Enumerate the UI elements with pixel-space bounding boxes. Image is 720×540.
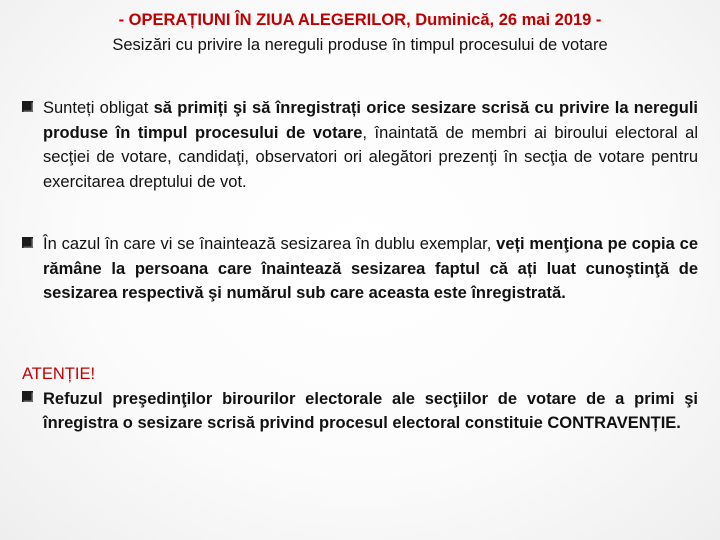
page-title: - OPERAȚIUNI ÎN ZIUA ALEGERILOR, Duminică, 26 mai 2019 - (118, 11, 602, 29)
paragraph-obligation-post: , înaintată de membri ai biroului electoral al secţiei de votare, candidaţi, observatori ori alegători prezenţi în secţia de votare pentru exercitarea dreptului de vot. (43, 123, 698, 191)
paragraph-obligation-pre: Sunteți obligat (43, 99, 154, 117)
attention-label: ATENȚIE! (22, 365, 96, 383)
paragraph-duplicate-pre: În cazul în care vi se înaintează sesizarea în dublu exemplar, (43, 235, 497, 253)
paragraph-obligation (22, 96, 698, 194)
checkbox-bullet-icon (22, 391, 33, 402)
paragraph-duplicate-text (22, 232, 698, 306)
paragraph-duplicate-bold: veți menţiona pe copia ce rămâne la persoana care înaintează sesizarea faptul că ați luat cunoştinţă de sesizarea respectivă şi numărul sub care aceasta este înregistrată. (43, 235, 698, 302)
paragraph-duplicate (22, 232, 698, 306)
attention-block (22, 362, 698, 436)
checkbox-bullet-icon (22, 237, 33, 248)
checkbox-bullet-icon (22, 101, 33, 112)
page-subtitle: Sesizări cu privire la nereguli produse în timpul procesului de votare (112, 36, 608, 54)
attention-text: Refuzul preşedinţilor birourilor electorale ale secţiilor de votare de a primi şi înregistra o sesizare scrisă privind procesul electoral constituie CONTRAVENȚIE. (43, 389, 698, 432)
paragraph-obligation-bold: să primiți şi să înregistrați orice sesizare scrisă cu privire la nereguli produse în timpul procesului de votare (43, 99, 698, 142)
paragraph-obligation-text (22, 96, 698, 194)
